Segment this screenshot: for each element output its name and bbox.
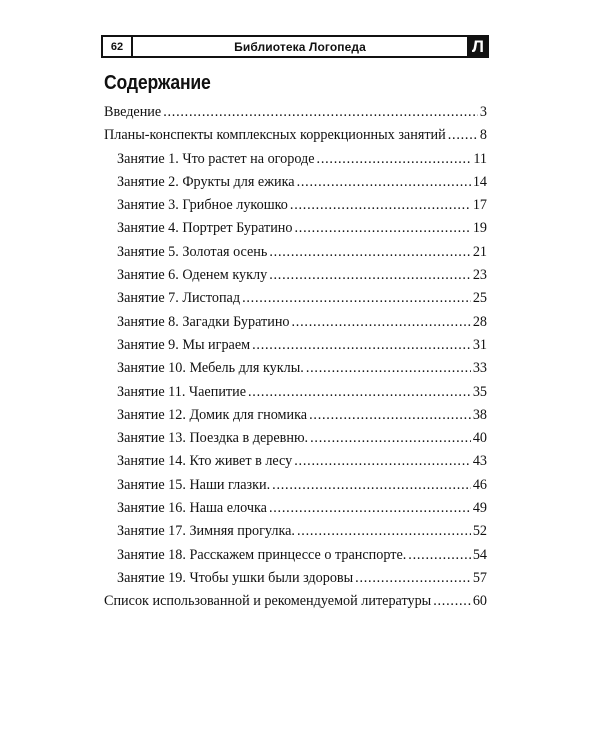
toc-entry: [104, 590, 487, 613]
dot-leader: [309, 404, 471, 427]
toc-entry: [104, 287, 487, 310]
toc-entry-title: Занятие 19. Чтобы ушки были здоровы: [117, 569, 354, 586]
toc-entry-title: Занятие 18. Расскажем принцессе о транспорте.: [117, 546, 407, 563]
toc-entry-page: 8: [479, 127, 487, 144]
toc-entry-page: 38: [472, 406, 487, 423]
toc-entry-title: Занятие 11. Чаепитие: [117, 383, 247, 400]
toc-entry-page: 28: [472, 313, 487, 330]
toc-entry-title: Занятие 4. Портрет Буратино: [117, 220, 293, 237]
toc-entry-page: 52: [472, 523, 487, 540]
toc-entry-page: 35: [472, 383, 487, 400]
toc-entry: [104, 474, 487, 497]
toc-entry: [104, 381, 487, 404]
dot-leader: [269, 264, 471, 287]
toc-entry-page: 3: [479, 104, 487, 120]
dot-leader: [252, 334, 471, 357]
running-title: Библиотека Логопеда: [234, 39, 366, 54]
dot-leader: [317, 148, 472, 171]
dot-leader: [163, 101, 478, 124]
toc-entry-title: Занятие 17. Зимняя прогулка.: [117, 523, 295, 540]
toc-entry-page: 21: [472, 243, 487, 260]
toc-entry: [104, 171, 487, 194]
toc-entry-page: 23: [472, 267, 487, 284]
toc-entry-page: 17: [472, 197, 487, 214]
toc-entry: [104, 567, 487, 590]
toc-entry-page: 49: [472, 500, 487, 517]
toc-entry-title: Список использованной и рекомендуемой литературы: [104, 593, 432, 610]
toc-entry: [104, 404, 487, 427]
toc-entry: [104, 264, 487, 287]
dot-leader: [290, 194, 471, 217]
dot-leader: [269, 241, 470, 264]
toc-entry-title: Занятие 7. Листопад: [117, 290, 241, 307]
toc-entry-page: 31: [472, 336, 487, 353]
toc-entry-page: 25: [472, 290, 487, 307]
dot-leader: [292, 311, 471, 334]
toc-entry-page: 19: [472, 220, 487, 237]
toc-entry: [104, 520, 487, 543]
toc-entry: [104, 544, 487, 567]
page-title: Содержание: [104, 72, 211, 94]
dot-leader: [306, 357, 471, 380]
running-header: [101, 35, 489, 58]
toc-entry: [104, 450, 487, 473]
toc-entry: [104, 217, 487, 240]
dot-leader: [294, 450, 471, 473]
toc-entry-page: 60: [472, 593, 487, 610]
toc-entry-title: Занятие 6. Оденем куклу: [117, 267, 268, 284]
toc-entry: [104, 311, 487, 334]
dot-leader: [295, 217, 471, 240]
toc-entry-title: Занятие 8. Загадки Буратино: [117, 313, 290, 330]
toc-entry-title: Занятие 1. Что растет на огороде: [117, 150, 315, 167]
dot-leader: [408, 544, 471, 567]
dot-leader: [272, 474, 471, 497]
toc-entry-title: Занятие 13. Поездка в деревню.: [117, 430, 309, 447]
toc-entry: [104, 194, 487, 217]
toc-entry: [104, 497, 487, 520]
toc-entry-title: Занятие 15. Наши глазки.: [117, 476, 271, 493]
toc-entry: [104, 148, 487, 171]
toc-entry: [104, 124, 487, 147]
dot-leader: [297, 171, 471, 194]
toc-entry-title: Введение: [104, 104, 162, 120]
dot-leader: [448, 124, 478, 147]
toc-entry-title: Занятие 2. Фрукты для ежика: [117, 173, 295, 190]
toc-entry-page: 33: [472, 360, 487, 377]
toc-entry: [104, 357, 487, 380]
dot-leader: [433, 590, 471, 613]
dot-leader: [310, 427, 471, 450]
dot-leader: [269, 497, 471, 520]
toc-entry-page: 43: [472, 453, 487, 470]
dot-leader: [248, 381, 471, 404]
toc-entry: [104, 334, 487, 357]
toc-entry-title: Планы-конспекты комплексных коррекционных занятий: [104, 127, 446, 144]
toc-entry: [104, 427, 487, 450]
toc-entry-title: Занятие 3. Грибное лукошко: [117, 197, 288, 214]
toc-entry-page: 54: [472, 546, 487, 563]
table-of-contents: [104, 101, 487, 614]
toc-entry-page: 40: [472, 430, 487, 447]
toc-entry-title: Занятие 5. Золотая осень: [117, 243, 268, 260]
toc-entry-title: Занятие 14. Кто живет в лесу: [117, 453, 293, 470]
page-number: 62: [103, 37, 133, 56]
dot-leader: [297, 520, 471, 543]
toc-entry-title: Занятие 12. Домик для гномика: [117, 406, 308, 423]
library-logo: Л: [467, 35, 489, 58]
toc-entry: [104, 101, 487, 124]
toc-entry-page: 57: [472, 569, 487, 586]
toc-entry-page: 14: [472, 173, 487, 190]
dot-leader: [355, 567, 471, 590]
toc-entry-page: 46: [472, 476, 487, 493]
toc-entry-title: Занятие 10. Мебель для куклы.: [117, 360, 304, 377]
toc-entry: [104, 241, 487, 264]
toc-entry-title: Занятие 16. Наша елочка: [117, 500, 267, 517]
toc-entry-page: 11: [473, 150, 487, 167]
toc-entry-title: Занятие 9. Мы играем: [117, 336, 251, 353]
dot-leader: [242, 287, 471, 310]
